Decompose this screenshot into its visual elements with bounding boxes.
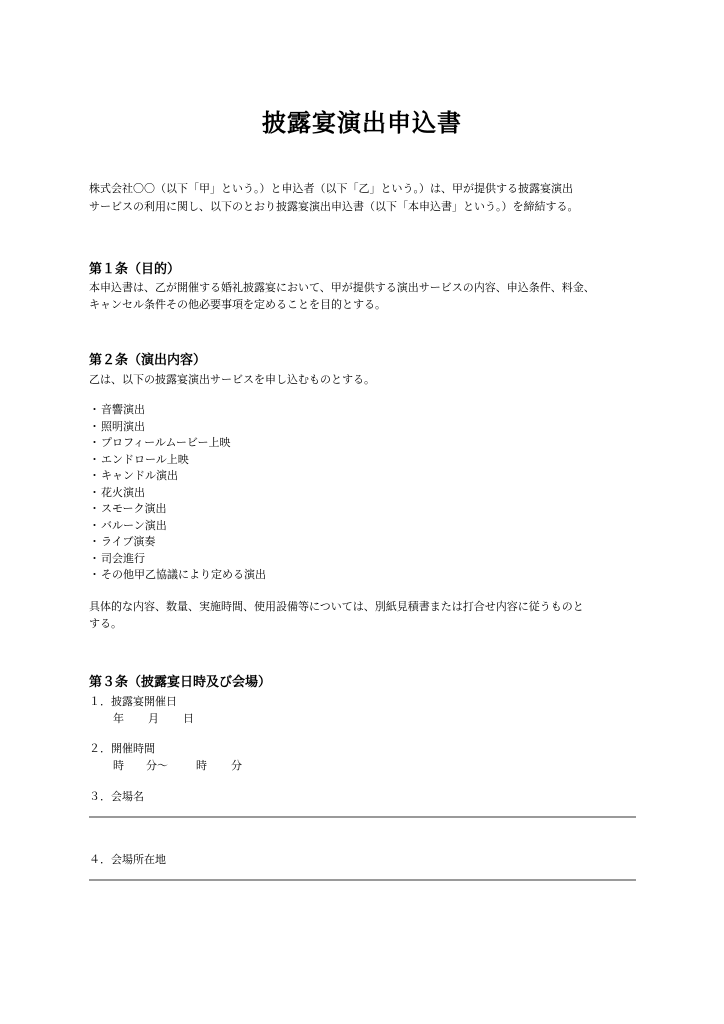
bullet-mark: ・ bbox=[89, 485, 100, 499]
list-item-label: 花火演出 bbox=[101, 485, 145, 499]
start-minute-unit: 分～ bbox=[146, 759, 168, 772]
list-item bbox=[89, 468, 266, 485]
venue-name-label: ３．会場名 bbox=[89, 790, 144, 803]
list-item bbox=[89, 402, 266, 419]
bullet-mark: ・ bbox=[89, 568, 100, 581]
article-2-closing bbox=[89, 598, 649, 632]
article-1-heading: 第１条（目的） bbox=[89, 262, 181, 277]
list-item-label: エンドロール上映 bbox=[101, 452, 189, 466]
list-item bbox=[89, 551, 266, 568]
list-item-label: 司会進行 bbox=[101, 551, 145, 565]
bullet-mark: ・ bbox=[89, 502, 100, 515]
list-item-label: キャンドル演出 bbox=[101, 469, 178, 482]
article-3-heading: 第３条（披露宴日時及び会場） bbox=[89, 675, 272, 690]
event-time-field bbox=[113, 757, 673, 774]
end-hour-unit: 時 bbox=[196, 759, 207, 772]
list-item-label: 照明演出 bbox=[101, 419, 145, 433]
day-unit: 日 bbox=[183, 712, 194, 725]
venue-address-line bbox=[89, 879, 636, 881]
intro-paragraph bbox=[89, 180, 649, 216]
bullet-mark: ・ bbox=[89, 518, 100, 532]
bullet-mark: ・ bbox=[89, 436, 100, 449]
list-item-label: その他甲乙協議により定める演出 bbox=[101, 568, 266, 581]
bullet-mark: ・ bbox=[89, 469, 100, 482]
venue-address-label: ４．会場所在地 bbox=[89, 853, 166, 866]
list-item-label: スモーク演出 bbox=[101, 502, 167, 515]
article-2-closing-line: 具体的な内容、数量、実施時間、使用設備等については、別紙見積書または打合せ内容に従うものと bbox=[89, 600, 584, 613]
article-1-line: 本申込書は、乙が開催する婚礼披露宴において、甲が提供する演出サービスの内容、申込条件、料金、 bbox=[89, 281, 595, 294]
intro-line: 株式会社〇〇（以下「甲」という。）と申込者（以下「乙」という。）は、甲が提供する披露宴演出 bbox=[89, 182, 573, 195]
bullet-mark: ・ bbox=[89, 551, 100, 565]
list-item-label: 音響演出 bbox=[101, 403, 145, 416]
end-minute-unit: 分 bbox=[231, 759, 242, 772]
bullet-mark: ・ bbox=[89, 419, 100, 433]
list-item bbox=[89, 567, 266, 584]
bullet-mark: ・ bbox=[89, 535, 100, 548]
event-date-label: １．披露宴開催日 bbox=[89, 695, 177, 708]
bullet-mark: ・ bbox=[89, 452, 100, 466]
year-unit: 年 bbox=[113, 712, 124, 725]
list-item bbox=[89, 419, 266, 436]
bullet-mark: ・ bbox=[89, 403, 100, 416]
intro-line: サービスの利用に関し、以下のとおり披露宴演出申込書（以下「本申込書」という。）を締結する。 bbox=[89, 200, 579, 213]
list-item bbox=[89, 452, 266, 469]
article-1-body bbox=[89, 279, 649, 313]
list-item bbox=[89, 435, 266, 452]
document-title: 披露宴演出申込書 bbox=[262, 109, 462, 137]
list-item bbox=[89, 485, 266, 502]
service-list bbox=[89, 402, 266, 584]
venue-name-line bbox=[89, 816, 636, 818]
list-item bbox=[89, 501, 266, 518]
article-2-lead: 乙は、以下の披露宴演出サービスを申し込むものとする。 bbox=[89, 373, 375, 386]
list-item bbox=[89, 534, 266, 551]
list-item-label: プロフィールムービー上映 bbox=[101, 436, 231, 449]
start-hour-unit: 時 bbox=[113, 759, 124, 772]
article-2-heading: 第２条（演出内容） bbox=[89, 353, 207, 368]
event-date-field bbox=[113, 710, 673, 727]
list-item-label: ライブ演奏 bbox=[101, 535, 156, 548]
event-time-label: ２．開催時間 bbox=[89, 742, 155, 755]
month-unit: 月 bbox=[148, 712, 159, 725]
article-1-line: キャンセル条件その他必要事項を定めることを目的とする。 bbox=[89, 298, 386, 311]
article-2-closing-line: する。 bbox=[89, 617, 122, 630]
list-item-label: バルーン演出 bbox=[101, 518, 167, 532]
list-item bbox=[89, 518, 266, 535]
